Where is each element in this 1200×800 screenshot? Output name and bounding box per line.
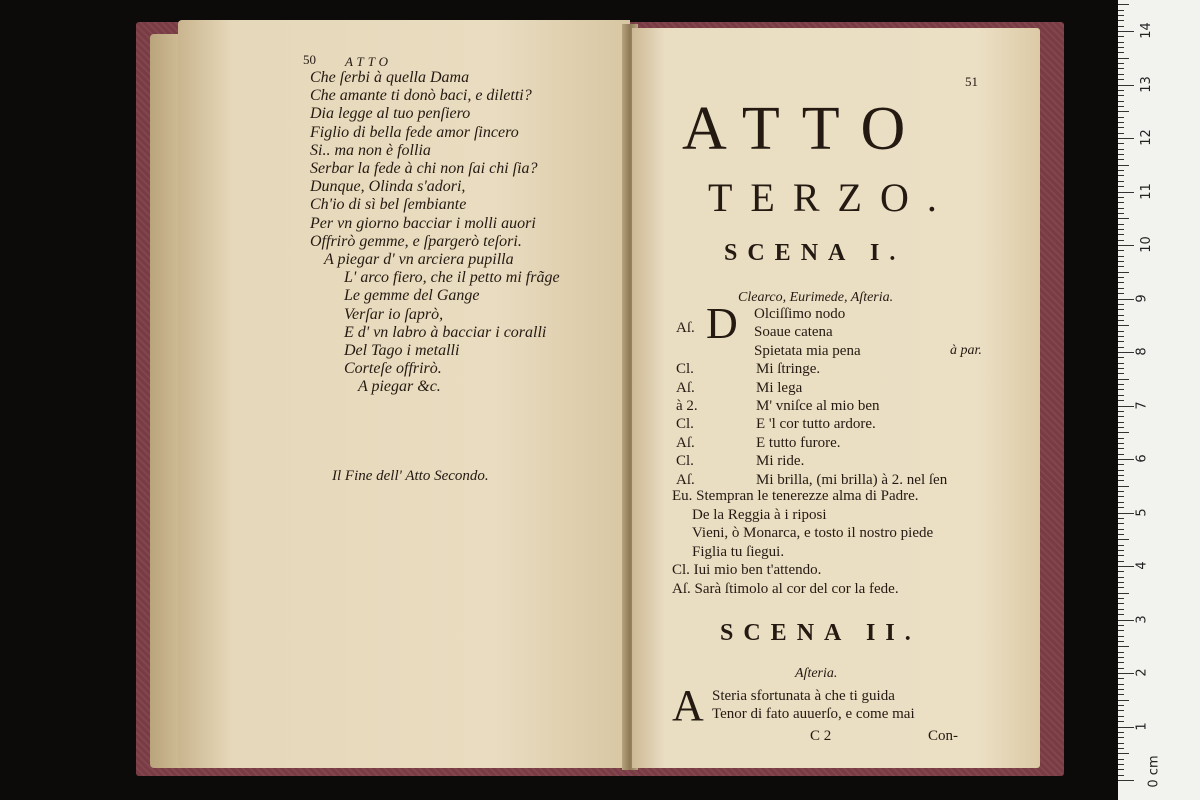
verse-line: A piegar &c. bbox=[358, 378, 441, 396]
verse-line: A piegar d' vn arciera pupilla bbox=[324, 251, 514, 268]
verse-line: Serbar la fede à chi non ſai chi ſia? bbox=[310, 160, 538, 177]
speaker-label: Aſ. bbox=[676, 379, 695, 396]
ruler-tick bbox=[1118, 710, 1124, 711]
ruler-tick bbox=[1118, 101, 1124, 102]
ruler-tick bbox=[1118, 36, 1124, 37]
ruler-tick bbox=[1118, 716, 1124, 717]
ruler-tick bbox=[1118, 727, 1134, 728]
ruler-tick bbox=[1118, 662, 1124, 663]
ruler-tick bbox=[1118, 106, 1124, 107]
dialogue-line: Mi ride. bbox=[756, 453, 805, 470]
ruler-tick bbox=[1118, 448, 1124, 449]
ruler-tick bbox=[1118, 154, 1124, 155]
ruler-tick bbox=[1118, 266, 1124, 267]
dialogue-line: Mi ſtringe. bbox=[756, 361, 821, 378]
ruler-tick bbox=[1118, 539, 1129, 540]
scene-two-character: Aſteria. bbox=[795, 666, 838, 681]
ruler-tick bbox=[1118, 181, 1124, 182]
ruler-tick bbox=[1118, 406, 1134, 407]
ruler-number: 5 bbox=[1134, 507, 1150, 517]
scene-two-heading: SCENA II. bbox=[720, 620, 921, 646]
ruler-tick bbox=[1118, 192, 1134, 193]
ruler-tick bbox=[1118, 427, 1124, 428]
ruler-tick bbox=[1118, 68, 1124, 69]
ruler-tick bbox=[1118, 566, 1134, 567]
ruler-tick bbox=[1118, 282, 1124, 283]
ruler-tick bbox=[1118, 15, 1124, 16]
ruler-tick bbox=[1118, 609, 1124, 610]
ruler-tick bbox=[1118, 159, 1124, 160]
ruler-number: 8 bbox=[1134, 347, 1150, 356]
ruler-tick bbox=[1118, 513, 1134, 514]
ruler-tick bbox=[1118, 529, 1124, 530]
speaker-label: Cl. bbox=[676, 453, 694, 470]
ruler-tick bbox=[1118, 202, 1124, 203]
ruler-tick bbox=[1118, 31, 1134, 32]
verse-line: Figlio di bella fede amor ſincero bbox=[310, 123, 519, 141]
ruler-tick bbox=[1118, 416, 1124, 417]
ruler-tick bbox=[1118, 208, 1124, 209]
ruler-number: 14 bbox=[1138, 22, 1154, 39]
ruler-tick bbox=[1118, 175, 1124, 176]
ruler-tick bbox=[1118, 117, 1124, 118]
ruler-tick bbox=[1118, 593, 1129, 594]
ruler-tick bbox=[1118, 63, 1124, 64]
ruler-tick bbox=[1118, 582, 1124, 583]
ruler-tick bbox=[1118, 486, 1129, 487]
ruler-tick bbox=[1118, 288, 1124, 289]
dialogue-line: Figlia tu ſiegui. bbox=[692, 543, 785, 560]
ruler-tick bbox=[1118, 352, 1134, 353]
ruler-tick bbox=[1118, 480, 1124, 481]
ruler-tick bbox=[1118, 373, 1124, 374]
ruler-tick bbox=[1118, 737, 1124, 738]
ruler-tick bbox=[1118, 224, 1124, 225]
ruler-tick bbox=[1118, 668, 1124, 669]
dialogue-line: De la Reggia à i riposi bbox=[692, 506, 827, 523]
ruler-tick bbox=[1118, 336, 1124, 337]
ruler-tick bbox=[1118, 341, 1124, 342]
ruler-tick bbox=[1118, 213, 1124, 214]
ruler-tick bbox=[1118, 769, 1124, 770]
verse-line: Offrirò gemme, e ſpargerò teſori. bbox=[310, 232, 522, 250]
ruler-tick bbox=[1118, 165, 1129, 166]
ruler-tick bbox=[1118, 459, 1134, 460]
ruler-tick bbox=[1118, 47, 1124, 48]
dialogue-line: Mi brilla, (mi brilla) à 2. nel ſen bbox=[756, 471, 948, 488]
ruler-tick bbox=[1118, 523, 1124, 524]
ruler-tick bbox=[1118, 170, 1124, 171]
scene-one-drop-cap: D bbox=[706, 299, 738, 348]
ruler-tick bbox=[1118, 143, 1124, 144]
dialogue-line: E tutto furore. bbox=[756, 434, 841, 451]
ruler-tick bbox=[1118, 325, 1129, 326]
ruler-tick bbox=[1118, 721, 1124, 722]
dialogue-line: Vieni, ò Monarca, e tosto il nostro piede bbox=[692, 525, 934, 542]
verse-line: Corteſe offrirò. bbox=[344, 360, 442, 378]
ruler-tick bbox=[1118, 507, 1124, 508]
ruler-tick bbox=[1118, 395, 1124, 396]
ruler-tick bbox=[1118, 347, 1124, 348]
ruler-tick bbox=[1118, 630, 1124, 631]
ruler-tick bbox=[1118, 309, 1124, 310]
act-subtitle: TERZO. bbox=[708, 175, 955, 220]
ruler-number: 2 bbox=[1134, 668, 1150, 677]
ruler-tick bbox=[1118, 438, 1124, 439]
ruler-number: 4 bbox=[1134, 561, 1150, 570]
ruler-tick bbox=[1118, 368, 1124, 369]
verse-line: Che amante ti donò baci, e diletti? bbox=[310, 87, 532, 105]
ruler-tick bbox=[1118, 245, 1134, 246]
ruler-tick bbox=[1118, 534, 1124, 535]
ruler-number: 3 bbox=[1134, 614, 1150, 624]
ruler-tick bbox=[1118, 753, 1129, 754]
ruler-tick bbox=[1118, 127, 1124, 128]
verse-line: Del Tago i metalli bbox=[344, 342, 460, 359]
speaker-label: à 2. bbox=[676, 398, 698, 414]
left-page-number: 50 bbox=[303, 52, 316, 67]
ruler-tick bbox=[1118, 256, 1124, 257]
ruler-tick bbox=[1118, 470, 1124, 471]
ruler-tick bbox=[1118, 496, 1124, 497]
ruler-number: 0 cm bbox=[1146, 755, 1162, 788]
ruler-tick bbox=[1118, 261, 1124, 262]
ruler-tick bbox=[1118, 234, 1124, 235]
ruler-tick bbox=[1118, 614, 1124, 615]
ruler-tick bbox=[1118, 218, 1129, 219]
dialogue-line: Cl. Iui mio ben t'attendo. bbox=[672, 562, 822, 579]
speaker-label: Cl. bbox=[676, 416, 694, 433]
ruler-tick bbox=[1118, 491, 1124, 492]
measuring-ruler bbox=[1118, 0, 1200, 800]
ruler-tick bbox=[1118, 603, 1124, 604]
ruler-tick bbox=[1118, 74, 1124, 75]
ruler-tick bbox=[1118, 700, 1129, 701]
verse-line: Le gemme del Gange bbox=[344, 287, 480, 305]
ruler-tick bbox=[1118, 149, 1124, 150]
signature-mark: C 2 bbox=[810, 728, 832, 744]
ruler-tick bbox=[1118, 641, 1124, 642]
dialogue-line: Aſ. Sarà ſtimolo al cor del cor la fede. bbox=[672, 581, 899, 597]
ruler-tick bbox=[1118, 90, 1124, 91]
ruler-number: 11 bbox=[1138, 182, 1154, 200]
act-two-end-line: Il Fine dell' Atto Secondo. bbox=[332, 468, 489, 484]
right-page-number: 51 bbox=[965, 74, 978, 89]
ruler-tick bbox=[1118, 577, 1124, 578]
speaker-label: Cl. bbox=[676, 361, 694, 378]
ruler-tick bbox=[1118, 58, 1129, 59]
ruler-tick bbox=[1118, 320, 1124, 321]
scene-one-characters: Clearco, Eurimede, Aſteria. bbox=[738, 290, 894, 305]
dialogue-line: Olciſſimo nodo bbox=[754, 306, 846, 322]
ruler-tick bbox=[1118, 250, 1124, 251]
ruler-tick bbox=[1118, 657, 1124, 658]
ruler-tick bbox=[1118, 705, 1124, 706]
ruler-tick bbox=[1118, 673, 1134, 674]
ruler-tick bbox=[1118, 384, 1124, 385]
ruler-tick bbox=[1118, 197, 1124, 198]
ruler-tick bbox=[1118, 363, 1124, 364]
left-running-head: ATTO bbox=[345, 54, 393, 69]
speaker-label: Aſ. bbox=[676, 471, 695, 488]
ruler-tick bbox=[1118, 598, 1124, 599]
dialogue-line: E 'l cor tutto ardore. bbox=[756, 416, 876, 433]
ruler-tick bbox=[1118, 545, 1124, 546]
ruler-tick bbox=[1118, 4, 1129, 5]
ruler-tick bbox=[1118, 299, 1134, 300]
ruler-tick bbox=[1118, 694, 1124, 695]
ruler-tick bbox=[1118, 240, 1124, 241]
ruler-tick bbox=[1118, 743, 1124, 744]
ruler-tick bbox=[1118, 571, 1124, 572]
ruler-tick bbox=[1118, 555, 1124, 556]
ruler-tick bbox=[1118, 732, 1124, 733]
ruler-tick bbox=[1118, 518, 1124, 519]
ruler-tick bbox=[1118, 764, 1124, 765]
ruler-tick bbox=[1118, 111, 1129, 112]
ruler-tick bbox=[1118, 229, 1124, 230]
ruler-tick bbox=[1118, 443, 1124, 444]
verse-line: E d' vn labro à bacciar i coralli bbox=[344, 323, 547, 341]
ruler-tick bbox=[1118, 10, 1124, 11]
ruler-tick bbox=[1118, 389, 1124, 390]
verse-line: Che ſerbi à quella Dama bbox=[310, 69, 470, 86]
ruler-tick bbox=[1118, 95, 1124, 96]
catchword: Con- bbox=[928, 728, 958, 744]
ruler-tick bbox=[1118, 502, 1124, 503]
ruler-tick bbox=[1118, 400, 1124, 401]
ruler-tick bbox=[1118, 315, 1124, 316]
ruler-tick bbox=[1118, 186, 1124, 187]
ruler-tick bbox=[1118, 79, 1124, 80]
dialogue-line: Soaue catena bbox=[754, 324, 833, 341]
stage-note: à par. bbox=[950, 342, 982, 358]
ruler-tick bbox=[1118, 678, 1124, 679]
ruler-tick bbox=[1118, 652, 1124, 653]
dialogue-line: Mi lega bbox=[756, 379, 803, 396]
ruler-tick bbox=[1118, 42, 1124, 43]
ruler-number: 10 bbox=[1138, 236, 1154, 253]
ruler-tick bbox=[1118, 272, 1129, 273]
speaker-label: Aſ. bbox=[676, 434, 695, 451]
verse-line: Per vn giorno bacciar i molli auori bbox=[310, 214, 536, 232]
ruler-tick bbox=[1118, 411, 1124, 412]
ruler-tick bbox=[1118, 689, 1124, 690]
ruler-tick bbox=[1118, 625, 1124, 626]
act-title: ATTO bbox=[682, 95, 928, 163]
ruler-tick bbox=[1118, 759, 1124, 760]
dialogue-line: Eu. Stempran le tenerezze alma di Padre. bbox=[672, 488, 919, 504]
ruler-tick bbox=[1118, 138, 1134, 139]
ruler-number: 1 bbox=[1134, 721, 1150, 731]
scene-two-line: Steria sfortunata à che ti guida bbox=[712, 688, 895, 704]
ruler-tick bbox=[1118, 684, 1124, 685]
ruler-tick bbox=[1118, 277, 1124, 278]
verse-line: Verſar io ſaprò, bbox=[344, 305, 444, 323]
ruler-tick bbox=[1118, 122, 1124, 123]
ruler-tick bbox=[1118, 133, 1124, 134]
ruler-tick bbox=[1118, 587, 1124, 588]
verse-line: Dunque, Olinda s'adori, bbox=[310, 178, 466, 196]
verse-line: Dia legge al tuo penſiero bbox=[310, 105, 471, 123]
ruler-number: 12 bbox=[1138, 129, 1154, 146]
ruler-tick bbox=[1118, 748, 1124, 749]
dialogue-line: M' vniſce al mio ben bbox=[756, 398, 880, 414]
ruler-tick bbox=[1118, 304, 1124, 305]
scene-two-drop-cap: A bbox=[672, 681, 704, 730]
ruler-tick bbox=[1118, 636, 1124, 637]
ruler-number: 13 bbox=[1138, 75, 1154, 93]
verse-line: Si.. ma non è follia bbox=[310, 141, 431, 159]
ruler-tick bbox=[1118, 561, 1124, 562]
speaker-label: Aſ. bbox=[676, 320, 695, 336]
ruler-tick bbox=[1118, 422, 1124, 423]
ruler-tick bbox=[1118, 646, 1129, 647]
ruler-tick bbox=[1118, 293, 1124, 294]
ruler-tick bbox=[1118, 357, 1124, 358]
scene-two-line: Tenor di fato auuerſo, e come mai bbox=[712, 706, 915, 722]
ruler-tick bbox=[1118, 475, 1124, 476]
ruler-tick bbox=[1118, 464, 1124, 465]
dialogue-line: Spietata mia pena bbox=[754, 342, 861, 359]
ruler-number: 6 bbox=[1134, 454, 1150, 463]
scene-one-heading: SCENA I. bbox=[724, 240, 906, 266]
verse-line: L' arco fiero, che il petto mi frãge bbox=[344, 269, 560, 287]
ruler-tick bbox=[1118, 454, 1124, 455]
ruler-tick bbox=[1118, 331, 1124, 332]
ruler-number: 7 bbox=[1134, 400, 1150, 410]
ruler-tick bbox=[1118, 379, 1129, 380]
ruler-tick bbox=[1118, 20, 1124, 21]
ruler-tick bbox=[1118, 85, 1134, 86]
ruler-tick bbox=[1118, 780, 1134, 781]
ruler-tick bbox=[1118, 550, 1124, 551]
ruler-tick bbox=[1118, 620, 1134, 621]
ruler-tick bbox=[1118, 775, 1124, 776]
ruler-number: 9 bbox=[1134, 293, 1150, 303]
ruler-tick bbox=[1118, 52, 1124, 53]
ruler-tick bbox=[1118, 432, 1129, 433]
ruler-tick bbox=[1118, 26, 1124, 27]
verse-line: Ch'io di sì bel ſembiante bbox=[310, 196, 467, 214]
